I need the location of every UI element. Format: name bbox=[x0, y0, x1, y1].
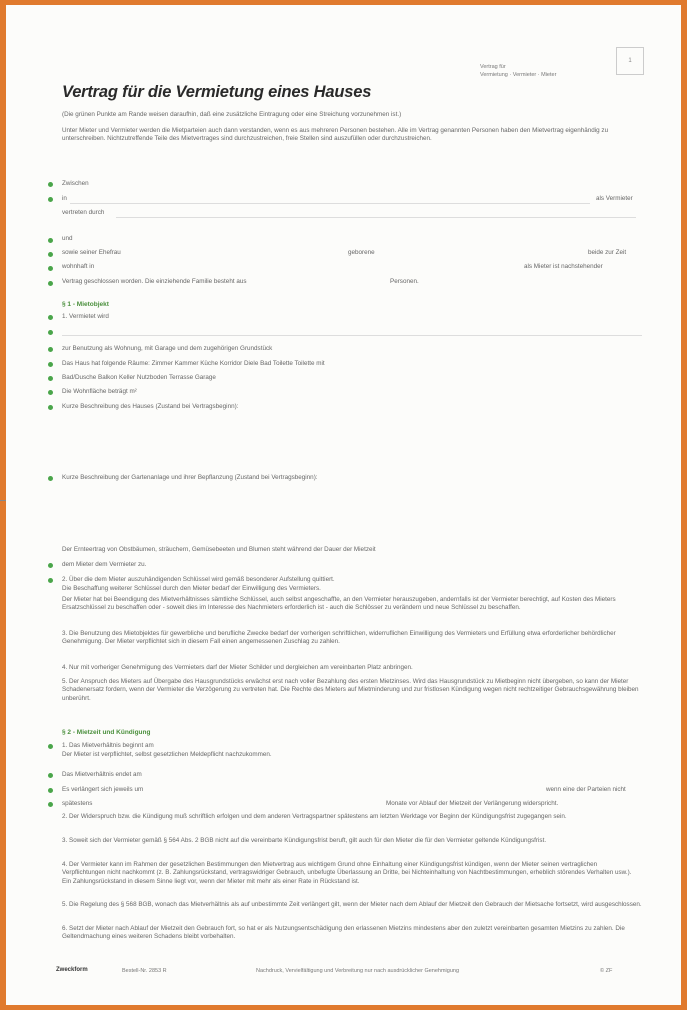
label-zwischen: Zwischen bbox=[62, 180, 89, 187]
section-heading-mietobjekt: § 1 - Mietobjekt bbox=[62, 301, 109, 308]
field-marker-dot bbox=[48, 362, 53, 367]
s1-beschreibung-haus: Kurze Beschreibung des Hauses (Zustand bei Vertragsbeginn): bbox=[62, 403, 239, 410]
label-geborene: geborene bbox=[348, 249, 375, 256]
field-marker-dot bbox=[48, 744, 53, 749]
page-number-box: 1 bbox=[616, 47, 644, 75]
header-form-reference bbox=[480, 63, 556, 79]
s2-spaetestens: spätestens bbox=[62, 800, 93, 807]
field-marker-dot bbox=[48, 476, 53, 481]
s2-monate: Monate vor Ablauf der Mietzeit der Verlängerung widerspricht. bbox=[386, 800, 559, 807]
label-und: und bbox=[62, 235, 73, 242]
field-marker-dot bbox=[48, 197, 53, 202]
s1-raeume: Das Haus hat folgende Räume: Zimmer Kammer Küche Korridor Diele Bad Toilette Toilette mit bbox=[62, 360, 325, 367]
footer-note: Nachdruck, Vervielfältigung und Verbreitung nur nach ausdrücklicher Genehmigung bbox=[256, 968, 460, 974]
section-heading-mietzeit: § 2 - Mietzeit und Kündigung bbox=[62, 729, 151, 736]
fill-line-vermieter[interactable] bbox=[70, 203, 590, 204]
label-personen: Personen. bbox=[390, 278, 419, 285]
s1-beschreibung-garten: Kurze Beschreibung der Gartenanlage und ihrer Bepflanzung (Zustand bei Vertragsbeginn): bbox=[62, 474, 318, 481]
s2-item1: 1. Das Mietverhältnis beginnt am bbox=[62, 742, 154, 749]
s1-item5: 5. Der Anspruch des Mieters auf Übergabe des Hausgrundstücks erwächst erst nach voller Bezahlung des ersten Mietzinses. Wird das Hausgrundstück zu Mietbeginn nicht übergeben, so kann der Mieter Schadenersatz fordern, wenn der Vermieter die Verzögerung zu vertreten hat. Die Rechte des Mieters auf Mietminderung und zur fristlosen Kündigung wegen nicht rechtzeitiger Gebrauchsgewährung bleiben unberührt. bbox=[62, 678, 639, 702]
field-marker-dot bbox=[48, 281, 53, 286]
s1-item3: 3. Die Benutzung des Mietobjektes für gewerbliche und berufliche Zwecke bedarf der vorherigen schriftlichen, widerruflichen Einwilligung des Vermieters und Erfüllung etwa erforderlicher behördlicher Genehmigung. Der Mieter verpflichtet sich in diesem Fall einen angemessenen Zuschlag zu zahlen. bbox=[62, 630, 616, 646]
s1-item1: 1. Vermietet wird bbox=[62, 313, 109, 320]
header-right-line1: Vertrag für bbox=[480, 64, 506, 70]
field-marker-dot bbox=[48, 563, 53, 568]
label-wohnhaft: wohnhaft in bbox=[62, 263, 95, 270]
field-marker-dot bbox=[48, 315, 53, 320]
s1-item4: 4. Nur mit vorheriger Genehmigung des Vermieters darf der Mieter Schilder und dergleichen am vereinbarten Platz anbringen. bbox=[62, 664, 413, 671]
s1-raeume2: Bad/Dusche Balkon Keller Nutzboden Terrasse Garage bbox=[62, 374, 216, 381]
s2-wenn-keine: wenn eine der Parteien nicht bbox=[546, 786, 626, 793]
s2-verlaengert: Es verlängert sich jeweils um bbox=[62, 786, 144, 793]
footer-order-number: Bestell-Nr. 2853 R bbox=[122, 968, 167, 974]
page-title: Vertrag für die Vermietung eines Hauses bbox=[62, 83, 372, 101]
label-als-mieter: als Mieter ist nachstehender bbox=[524, 263, 603, 270]
s1-wohnflaeche: Die Wohnfläche beträgt m² bbox=[62, 388, 137, 395]
s1-item2c: Der Mieter hat bei Beendigung des Mietverhältnisses sämtliche Schlüssel, auch selbst angeschaffte, an den Vermieter herauszugeben, andernfalls ist der Vermieter berechtigt, auf Kosten des Mieters Ersatzschlüssel zu beschaffen oder - soweit dies im Interesse des Nachmieters erforderlich ist - auch die Schlösser zu verändern und neue Schlüssel zu beschaffen. bbox=[62, 596, 616, 612]
label-als-vermieter: als Vermieter bbox=[596, 195, 633, 202]
field-marker-dot bbox=[48, 238, 53, 243]
fill-line-vertreter[interactable] bbox=[116, 217, 636, 218]
fold-mark bbox=[0, 500, 6, 501]
field-marker-dot bbox=[48, 578, 53, 583]
header-right-line2: Vermietung · Vermieter · Mieter bbox=[480, 72, 557, 78]
s1-dem: dem Mieter dem Vermieter zu. bbox=[62, 561, 147, 568]
s1-benutzung: zur Benutzung als Wohnung, mit Garage und dem zugehörigen Grundstück bbox=[62, 345, 273, 352]
intro-hint: (Die grünen Punkte am Rande weisen daraufhin, daß eine zusätzliche Eintragung oder eine Streichung vorzunehmen ist.) bbox=[62, 111, 402, 118]
field-marker-dot bbox=[48, 266, 53, 271]
field-marker-dot bbox=[48, 330, 53, 335]
s2-item2: 2. Der Widerspruch bzw. die Kündigung muß schriftlich erfolgen und dem anderen Vertragspartner spätestens am letzten Werktage vor Beginn der Kündigungsfrist zugegangen sein. bbox=[62, 813, 567, 820]
label-beide-zur-zeit: beide zur Zeit bbox=[588, 249, 627, 256]
intro-text: Unter Mieter und Vermieter werden die Mietparteien auch dann verstanden, wenn es aus mehreren Personen bestehen. Alle im Vertrag genannten Personen haben den Mietvertrag eigenhändig zu unterschreiben. Nichtzutreffende Teile des Mietvertrages sind durchzustreichen, freie Stellen sind auszufüllen oder durchzustreichen. bbox=[62, 127, 609, 143]
publisher-logo: Zweckform bbox=[56, 967, 88, 973]
label-in: in bbox=[62, 195, 67, 202]
label-vertrag: Vertrag geschlossen worden. Die einziehende Familie besteht aus bbox=[62, 278, 247, 285]
field-marker-dot bbox=[48, 182, 53, 187]
field-marker-dot bbox=[48, 376, 53, 381]
field-marker-dot bbox=[48, 347, 53, 352]
field-marker-dot bbox=[48, 773, 53, 778]
fill-line-objekt[interactable] bbox=[62, 335, 642, 336]
field-marker-dot bbox=[48, 390, 53, 395]
s2-item3: 3. Soweit sich der Vermieter gemäß § 564 Abs. 2 BGB nicht auf die vereinbarte Kündigungsfrist beruft, gilt auch für den Mieter die für den Vermieter geltende Kündigungsfrist. bbox=[62, 837, 547, 844]
field-marker-dot bbox=[48, 788, 53, 793]
s2-item1b: Der Mieter ist verpflichtet, selbst gesetzlichen Meldepflicht nachzukommen. bbox=[62, 751, 272, 758]
s1-item2b: Die Beschaffung weiterer Schlüssel durch den Mieter bedarf der Einwilligung des Vermieters. bbox=[62, 585, 321, 592]
field-marker-dot bbox=[48, 252, 53, 257]
field-marker-dot bbox=[48, 802, 53, 807]
document-page bbox=[6, 5, 681, 1005]
s1-item2: 2. Über die dem Mieter auszuhändigenden Schlüssel wird gemäß besonderer Aufstellung quittiert. bbox=[62, 576, 335, 583]
s2-item4: 4. Der Vermieter kann im Rahmen der gesetzlichen Bestimmungen den Mietvertrag aus wichtigem Grund ohne Einhaltung einer Kündigungsfrist kündigen, wenn der Mieter seinen vertraglichen Verpflichtungen nicht nachkommt (z. B. Zahlungsrückstand, vertragswidriger Gebrauch, unbefugte Überlassung an Dritte, bei Nichteinhaltung von Nachtbestimmungen, erheblich störendes Verhalten usw.). Ein Zahlungsrückstand in diesem Sinne liegt vor, wenn der Mieter mit mehr als einer Rate in Rückstand ist. bbox=[62, 861, 632, 885]
s2-endet: Das Mietverhältnis endet am bbox=[62, 771, 142, 778]
s2-item5: 5. Die Regelung des § 568 BGB, wonach das Mietverhältnis als auf unbestimmte Zeit verlängert gilt, wenn der Mieter nach dem Ablauf der Mietzeit den Gebrauch der Mietsache fortsetzt, wird ausgeschlossen. bbox=[62, 901, 642, 908]
label-sowie: sowie seiner Ehefrau bbox=[62, 249, 121, 256]
label-vertreten: vertreten durch bbox=[62, 209, 105, 216]
field-marker-dot bbox=[48, 405, 53, 410]
s2-item6: 6. Setzt der Mieter nach Ablauf der Mietzeit den Gebrauch fort, so hat er als Nutzungsentschädigung den erlassenen Mietzins mindestens aber den zuletzt vereinbarten gesamten Mietzins zu zahlen. Die Geltendmachung eines weiteren Schadens bleibt vorbehalten. bbox=[62, 925, 625, 941]
s1-ernte: Der Ernteertrag von Obstbäumen, sträuchern, Gemüsebeeten und Blumen steht während der Dauer der Mietzeit bbox=[62, 546, 376, 553]
footer-right: © ZF bbox=[600, 968, 613, 974]
